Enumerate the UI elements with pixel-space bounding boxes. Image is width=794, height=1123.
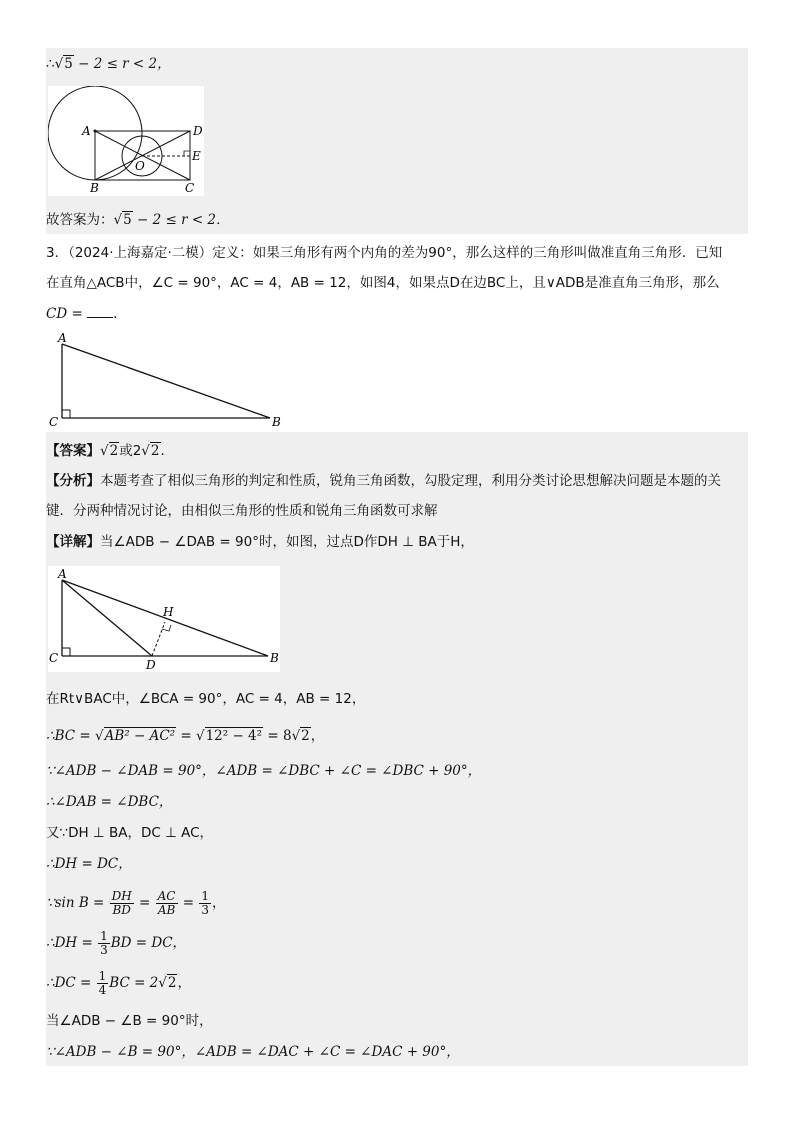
answer-root-2: 2: [150, 443, 160, 459]
analysis-label: 【分析】: [46, 473, 100, 489]
fraction-one-fourth: [97, 970, 109, 997]
denominator: AB: [157, 903, 176, 917]
denominator: BD: [112, 903, 131, 917]
fraction-one-third: [98, 930, 110, 957]
step-1: 在Rt∨BAC中，∠BCA = 90°，AC = 4，AB = 12，: [46, 691, 366, 707]
question-3-line-2: 在直角△ACB中，∠C = 90°，AC = 4，AB = 12，如图4，如果点D在边BC上，且∨ADB是准直角三角形，那么: [46, 275, 720, 291]
equals: =: [134, 895, 155, 911]
question-3-line-3: [46, 304, 748, 324]
label-A: A: [58, 567, 67, 581]
answer-intro: 故答案为：: [46, 212, 114, 228]
step-4: ∴∠DAB = ∠DBC，: [46, 794, 173, 810]
label-A: A: [82, 124, 91, 138]
inequality-line: ∴√5 − 2 ≤ r < 2，: [46, 56, 171, 72]
answer-line: 故答案为：√5 − 2 ≤ r < 2．: [46, 212, 230, 228]
analysis-row-2: 键．分两种情况讨论，由相似三角形的性质和锐角三角函数可求解: [46, 503, 438, 519]
answer-blank: [87, 305, 113, 318]
detail-label: 【详解】: [46, 534, 100, 550]
step-7-end: ，: [212, 895, 226, 911]
figure-right-triangle: [48, 330, 288, 430]
step-9: ∴DC = $\frac{1}{4}$ BC = 2√2，: [46, 969, 191, 997]
denominator: 3: [201, 903, 210, 917]
step-2-root-1: AB² − AC²: [104, 728, 176, 744]
inequality-text: − 2 ≤ r < 2，: [73, 56, 171, 72]
step-2-eq-2: = 8: [263, 728, 292, 744]
step-2: ∴BC = √AB² − AC² = √12² − 4² = 8√2，: [46, 728, 325, 744]
step-7-lhs: ∵sin B =: [46, 895, 109, 911]
step-2-end: ，: [310, 728, 325, 744]
numerator: 1: [98, 969, 107, 983]
step-9-lhs: ∴DC =: [46, 975, 96, 991]
step-9-root: 2: [167, 975, 177, 991]
step-8-rhs: BD = DC，: [110, 935, 187, 951]
sqrt-term: 5: [64, 56, 73, 72]
detail-text: 当∠ADB − ∠DAB = 90°时，如图，过点D作DH ⊥ BA于H，: [100, 534, 474, 550]
step-7: [46, 886, 748, 920]
question-3-line-1: 3．（2024·上海嘉定·二模）定义：如果三角形有两个内角的差为90°，那么这样的三角形叫做准直角三角形．已知: [46, 245, 723, 261]
numerator: AC: [157, 889, 176, 903]
denominator: 4: [98, 983, 107, 997]
step-2-root-2: 12² − 4²: [205, 728, 263, 744]
therefore-symbol: ∴: [46, 56, 55, 72]
step-9-rhs: BC = 2: [109, 975, 159, 991]
step-10: 当∠ADB − ∠B = 90°时，: [46, 1013, 213, 1029]
step-2-root-3: 2: [301, 728, 310, 744]
answer-sqrt: 5: [123, 212, 132, 228]
fraction-dh-bd: [110, 890, 134, 917]
label-B: B: [270, 651, 279, 665]
period: ．: [113, 306, 127, 322]
answer-row: 【答案】√2或2√2．: [46, 443, 174, 459]
label-E: E: [192, 149, 201, 163]
answer-or: 或2: [119, 443, 142, 459]
analysis-text-1: 本题考查了相似三角形的判定和性质，锐角三角函数，勾股定理，利用分类讨论思想解决问题是本题的关: [100, 473, 721, 489]
detail-row: [46, 532, 748, 552]
label-O: O: [135, 159, 145, 173]
step-5: 又∵DH ⊥ BA，DC ⊥ AC，: [46, 825, 214, 841]
step-2-eq: =: [176, 728, 196, 744]
equals: =: [178, 895, 199, 911]
label-D: D: [146, 658, 156, 672]
numerator: 1: [100, 929, 108, 943]
step-11: ∵∠ADB − ∠B = 90°，∠ADB = ∠DAC + ∠C = ∠DAC + 90°，: [46, 1044, 460, 1060]
label-C: C: [49, 651, 59, 665]
figure-circle-rectangle: [48, 86, 204, 196]
answer-label: 【答案】: [46, 443, 100, 459]
label-B: B: [272, 415, 281, 429]
label-H: H: [163, 605, 174, 619]
step-8: [46, 926, 748, 960]
analysis-row-1: [46, 471, 748, 491]
denominator: 3: [100, 943, 108, 957]
step-6: ∴DH = DC，: [46, 856, 132, 872]
label-C: C: [49, 415, 59, 429]
step-9-end: ，: [177, 975, 191, 991]
step-2-lhs: ∴BC =: [46, 728, 95, 744]
step-8-lhs: ∴DH =: [46, 935, 98, 951]
label-B: B: [90, 181, 99, 195]
answer-inequality: − 2 ≤ r < 2．: [132, 212, 230, 228]
step-3: ∵∠ADB − ∠DAB = 90°，∠ADB = ∠DBC + ∠C = ∠DBC + 90°，: [46, 763, 482, 779]
numerator: DH: [111, 889, 132, 903]
fraction-ac-ab: [156, 890, 178, 917]
label-A: A: [58, 331, 67, 345]
cd-label: CD =: [46, 306, 83, 322]
label-D: D: [193, 124, 203, 138]
answer-end: ．: [160, 443, 174, 459]
label-C: C: [185, 181, 195, 195]
fraction-one-third: [199, 890, 211, 917]
numerator: 1: [201, 889, 210, 903]
figure-triangle-altitude: [48, 566, 280, 672]
answer-root-1: 2: [109, 443, 119, 459]
